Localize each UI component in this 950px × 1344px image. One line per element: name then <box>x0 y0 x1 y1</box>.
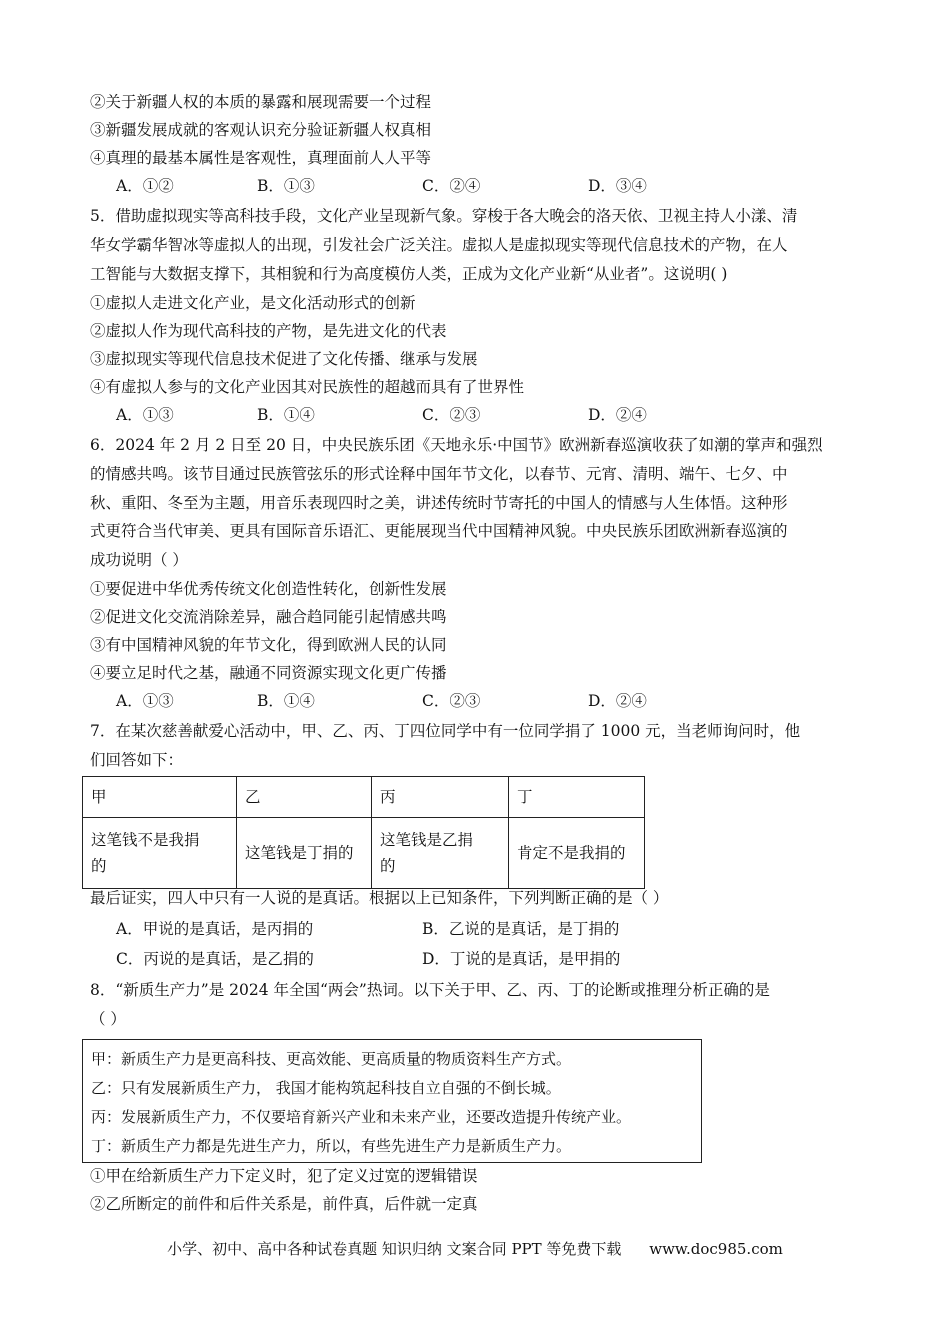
q6-option-c[interactable]: C．②③ <box>422 692 481 710</box>
q8-box-line-jia: 甲：新质生产力是更高科技、更高效能、更高质量的物质资料生产方式。 <box>91 1050 572 1068</box>
table-header-cell: 甲 <box>83 777 237 818</box>
q7-option-a[interactable]: A．甲说的是真话，是丙捐的 <box>116 920 314 938</box>
q5-option-d[interactable]: D．②④ <box>588 406 647 424</box>
q7-answer-table <box>82 776 645 889</box>
q8-statements-box <box>82 1039 702 1163</box>
q6-statement-1: ①要促进中华优秀传统文化创造性转化，创新性发展 <box>90 580 447 598</box>
q6-stem-line-5: 成功说明（ ） <box>90 551 188 569</box>
q6-stem-line-2: 的情感共鸣。该节目通过民族管弦乐的形式诠释中国年节文化，以春节、元宵、清明、端午、七夕、中 <box>90 465 788 483</box>
q8-stem-line-2: （ ） <box>90 1010 126 1028</box>
cell-line: 这笔钱是乙捐 <box>380 831 474 849</box>
q8-box-line-ding: 丁：新质生产力都是先进生产力，所以，有些先进生产力是新质生产力。 <box>91 1137 572 1155</box>
q6-option-a[interactable]: A．①③ <box>116 692 174 710</box>
cell-line: 的 <box>380 857 396 875</box>
q7-option-c[interactable]: C．丙说的是真话，是乙捐的 <box>116 950 314 968</box>
q5-statement-4: ④有虚拟人参与的文化产业因其对民族性的超越而具有了世界性 <box>90 378 525 396</box>
table-cell <box>509 818 645 889</box>
footer-text: 小学、初中、高中各种试卷真题 知识归纳 文案合同 PPT 等免费下载 <box>167 1240 622 1258</box>
q8-box-line-bing: 丙：发展新质生产力，不仅要培育新兴产业和未来产业，还要改造提升传统产业。 <box>91 1108 632 1126</box>
page-footer <box>0 1238 950 1259</box>
q6-option-b[interactable]: B．①④ <box>257 692 315 710</box>
table-header-cell: 丁 <box>509 777 645 818</box>
cell-line: 这笔钱不是我捐 <box>91 831 200 849</box>
q6-stem-line-4: 式更符合当代审美、更具有国际音乐语汇、更能展现当代中国精神风貌。中央民族乐团欧洲新春巡演的 <box>90 522 788 540</box>
table-header-cell: 乙 <box>237 777 372 818</box>
q5-option-b[interactable]: B．①④ <box>257 406 315 424</box>
cell-line: 这笔钱是丁捐的 <box>245 844 354 862</box>
q7-option-b[interactable]: B．乙说的是真话，是丁捐的 <box>422 920 620 938</box>
q5-option-c[interactable]: C．②③ <box>422 406 481 424</box>
q8-statement-2: ②乙所断定的前件和后件关系是，前件真，后件就一定真 <box>90 1195 478 1213</box>
q4-option-d[interactable]: D．③④ <box>588 177 647 195</box>
q5-stem-line-3: 工智能与大数据支撑下，其相貌和行为高度模仿人类，正成为文化产业新“从业者”。这说明( ) <box>90 265 728 283</box>
q4-option-a[interactable]: A．①② <box>116 177 174 195</box>
q4-statement-3: ③新疆发展成就的客观认识充分验证新疆人权真相 <box>90 121 432 139</box>
table-header-row <box>83 777 645 818</box>
q7-conclusion: 最后证实，四人中只有一人说的是真话。根据以上已知条件，下列判断正确的是（ ） <box>90 889 669 907</box>
q5-statement-2: ②虚拟人作为现代高科技的产物，是先进文化的代表 <box>90 322 447 340</box>
table-cell <box>83 818 237 889</box>
q5-statement-3: ③虚拟现实等现代信息技术促进了文化传播、继承与发展 <box>90 350 478 368</box>
q8-stem-line-1: 8．“新质生产力”是 2024 年全国“两会”热词。以下关于甲、乙、丙、丁的论断或推理分析正确的是 <box>90 981 770 999</box>
q4-option-c[interactable]: C．②④ <box>422 177 481 195</box>
cell-line: 肯定不是我捐的 <box>517 844 626 862</box>
q4-statement-2: ②关于新疆人权的本质的暴露和展现需要一个过程 <box>90 93 432 111</box>
q6-statement-2: ②促进文化交流消除差异，融合趋同能引起情感共鸣 <box>90 608 447 626</box>
q5-stem-line-1: 5．借助虚拟现实等高科技手段，文化产业呈现新气象。穿梭于各大晚会的洛天依、卫视主持人小漾、清 <box>90 207 798 225</box>
q4-option-b[interactable]: B．①③ <box>257 177 315 195</box>
q7-stem-line-1: 7．在某次慈善献爱心活动中，甲、乙、丙、丁四位同学中有一位同学捐了 1000 元，当老师询问时，他 <box>90 722 801 740</box>
q4-statement-4: ④真理的最基本属性是客观性，真理面前人人平等 <box>90 149 432 167</box>
table-row <box>83 818 645 889</box>
table-cell <box>372 818 509 889</box>
q6-option-d[interactable]: D．②④ <box>588 692 647 710</box>
cell-line: 的 <box>91 857 107 875</box>
table-header-cell: 丙 <box>372 777 509 818</box>
q7-stem-line-2: 们回答如下： <box>90 751 184 769</box>
q6-stem-line-1: 6．2024 年 2 月 2 日至 20 日，中央民族乐团《天地永乐·中国节》欧洲新春巡演收获了如潮的掌声和强烈 <box>90 436 823 454</box>
q5-statement-1: ①虚拟人走进文化产业，是文化活动形式的创新 <box>90 294 416 312</box>
q7-option-d[interactable]: D．丁说的是真话，是甲捐的 <box>422 950 621 968</box>
table-cell <box>237 818 372 889</box>
q5-stem-line-2: 华女学霸华智冰等虚拟人的出现，引发社会广泛关注。虚拟人是虚拟现实等现代信息技术的产物，在人 <box>90 236 788 254</box>
footer-link[interactable]: www.doc985.com <box>649 1240 783 1258</box>
q8-statement-1: ①甲在给新质生产力下定义时，犯了定义过宽的逻辑错误 <box>90 1167 478 1185</box>
q6-statement-3: ③有中国精神风貌的年节文化，得到欧洲人民的认同 <box>90 636 447 654</box>
q6-statement-4: ④要立足时代之基，融通不同资源实现文化更广传播 <box>90 664 447 682</box>
q6-stem-line-3: 秋、重阳、冬至为主题，用音乐表现四时之美，讲述传统时节寄托的中国人的情感与人生体悟。这种形 <box>90 494 788 512</box>
q8-box-line-yi: 乙：只有发展新质生产力， 我国才能构筑起科技自立自强的不倒长城。 <box>91 1079 561 1097</box>
q5-option-a[interactable]: A．①③ <box>116 406 174 424</box>
